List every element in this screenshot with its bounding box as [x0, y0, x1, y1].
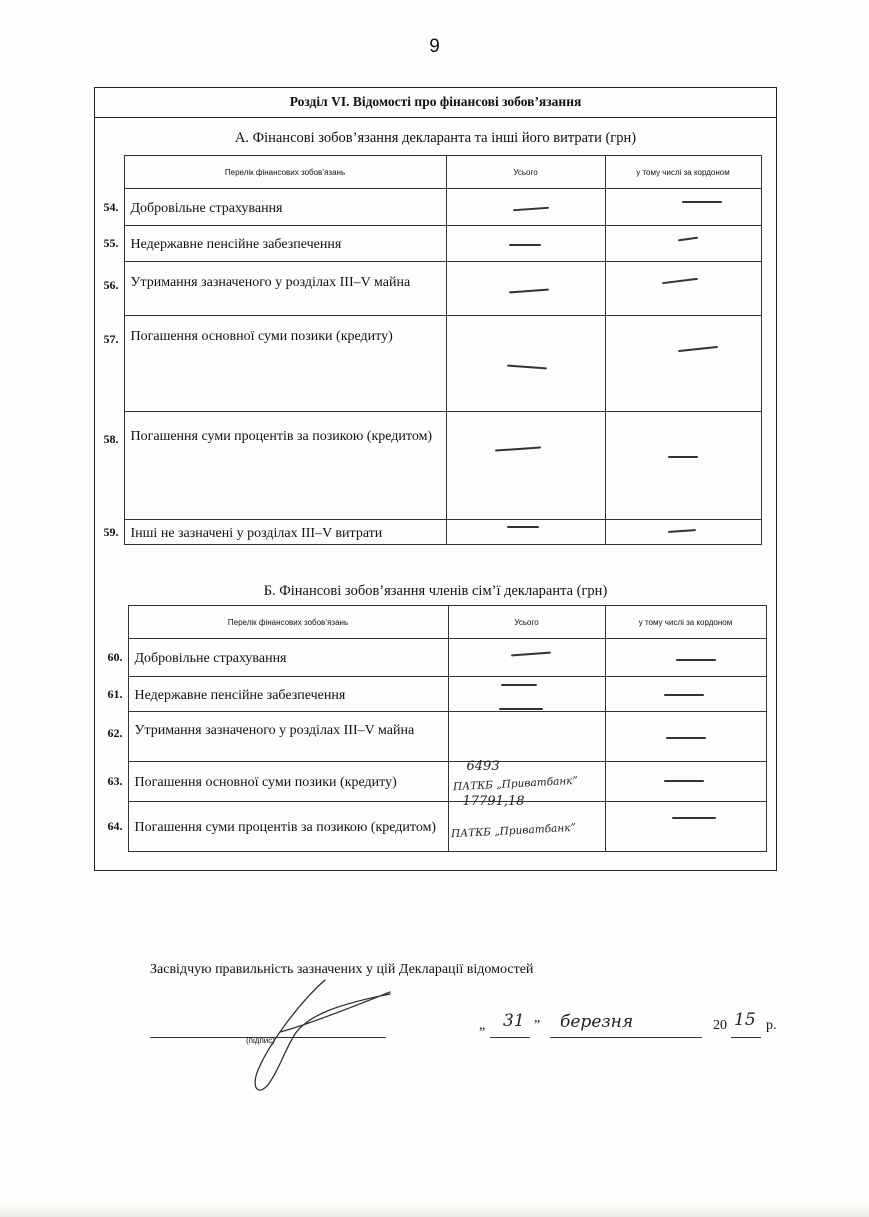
dash-mark: [682, 201, 722, 203]
date-year-suffix: 15: [734, 1010, 756, 1030]
date-day-line: [490, 1037, 530, 1038]
scan-edge: [0, 1205, 869, 1217]
handwritten-bank: ПАТКБ „Приватбанк”: [450, 821, 576, 841]
abroad-cell: [605, 677, 766, 712]
date-year-prefix: 20: [713, 1018, 727, 1033]
date-year-line: [731, 1037, 761, 1038]
dash-mark: [507, 526, 539, 528]
abroad-cell: [605, 412, 761, 520]
part-a-table: [94, 155, 762, 545]
dash-mark: [678, 346, 718, 352]
row-label: Добровільне страхування: [128, 639, 448, 677]
row-number: 59.: [103, 524, 119, 539]
date-month-line: [550, 1037, 702, 1038]
total-cell: [448, 639, 605, 677]
row-label: Погашення суми процентів за позикою (кредитом): [124, 412, 446, 520]
table-row: [94, 677, 766, 712]
total-cell: [446, 226, 605, 262]
dash-mark: [510, 652, 550, 656]
col-header-total: Усього: [446, 156, 605, 189]
table-row: [94, 226, 761, 262]
abroad-cell: [605, 762, 766, 802]
col-header-abroad: у тому числі за кордоном: [605, 606, 766, 639]
dash-mark: [666, 737, 706, 739]
date-day: 31: [503, 1011, 525, 1031]
part-b-table: [94, 605, 767, 852]
col-header-list: Перелік фінансових зобов’язань: [124, 156, 446, 189]
table-row: [94, 712, 766, 762]
dash-mark: [676, 659, 716, 661]
dash-mark: [667, 529, 695, 532]
part-b-title: Б. Фінансові зобов’язання членів сім’ї декларанта (грн): [263, 583, 608, 599]
abroad-cell: [605, 802, 766, 852]
row-label: Недержавне пенсійне забезпечення: [124, 226, 446, 262]
table-row: [94, 802, 766, 852]
total-cell: [446, 520, 605, 545]
dash-mark: [506, 365, 546, 369]
abroad-cell: [605, 520, 761, 545]
abroad-cell: [605, 639, 766, 677]
abroad-cell: [605, 262, 761, 316]
section-title: Розділ VI. Відомості про фінансові зобов’язання: [94, 87, 777, 118]
row-label: Погашення основної суми позики (кредиту): [128, 762, 448, 802]
date-close-quote: ”: [534, 1018, 541, 1033]
table-row: [94, 189, 761, 226]
row-label: Добровільне страхування: [124, 189, 446, 226]
certification-text: Засвідчую правильність зазначених у цій Декларації відомостей: [150, 962, 534, 977]
row-label: Погашення суми процентів за позикою (кредитом): [128, 802, 448, 852]
dash-mark: [501, 684, 537, 686]
row-number: 57.: [103, 331, 119, 346]
row-number: 60.: [107, 650, 123, 664]
dash-mark: [662, 278, 698, 284]
table-row: [94, 762, 766, 802]
table-row: [94, 262, 761, 316]
table-header-row: [94, 156, 761, 189]
dash-mark: [664, 780, 704, 782]
table-header-row: [94, 606, 766, 639]
part-a-title: А. Фінансові зобов’язання декларанта та інші його витрати (грн): [234, 130, 637, 146]
abroad-cell: [605, 189, 761, 226]
date-year-unit: р.: [766, 1018, 777, 1033]
abroad-cell: [605, 712, 766, 762]
date-open-quote: „: [479, 1018, 486, 1033]
handwritten-bank: ПАТКБ „Приватбанк”: [452, 774, 578, 794]
row-number: 55.: [103, 236, 119, 250]
row-number: 54.: [103, 199, 119, 214]
dash-mark: [668, 456, 698, 458]
dash-mark: [677, 237, 697, 241]
total-cell: [448, 794, 605, 852]
row-number: 63.: [107, 774, 123, 788]
row-label: Недержавне пенсійне забезпечення: [128, 677, 448, 712]
table-row: [94, 639, 766, 677]
dash-mark: [509, 244, 541, 246]
row-number: 56.: [103, 277, 119, 292]
abroad-cell: [605, 226, 761, 262]
total-cell: [446, 189, 605, 226]
dash-mark: [499, 708, 543, 710]
signature-label: (підпис): [246, 1036, 275, 1045]
signature-scribble: [240, 972, 400, 1102]
dash-mark: [495, 446, 541, 451]
date-month: березня: [560, 1012, 634, 1032]
total-cell: [446, 262, 605, 316]
dash-mark: [512, 207, 548, 211]
handwritten-amount: 17791,18: [462, 794, 525, 809]
table-row: [94, 520, 761, 545]
page-number: 9: [429, 36, 440, 57]
row-label: Інші не зазначені у розділах III–V витрати: [124, 520, 446, 545]
total-cell: [446, 412, 605, 520]
total-cell: [448, 712, 605, 762]
dash-mark: [664, 694, 704, 696]
row-label: Утримання зазначеного у розділах III–V майна: [124, 262, 446, 316]
table-row: [94, 316, 761, 412]
abroad-cell: [605, 316, 761, 412]
col-header-total: Усього: [448, 606, 605, 639]
col-header-list: Перелік фінансових зобов’язань: [128, 606, 448, 639]
dash-mark: [508, 289, 548, 293]
row-number: 64.: [107, 819, 123, 833]
dash-mark: [672, 817, 716, 819]
table-row: [94, 412, 761, 520]
col-header-abroad: у тому числі за кордоном: [605, 156, 761, 189]
row-number: 62.: [107, 725, 123, 740]
total-cell: [448, 677, 605, 712]
handwritten-amount: 6493: [466, 759, 500, 774]
row-number: 58.: [103, 431, 119, 446]
row-label: Утримання зазначеного у розділах III–V майна: [128, 712, 448, 762]
total-cell: [446, 316, 605, 412]
row-label: Погашення основної суми позики (кредиту): [124, 316, 446, 412]
row-number: 61.: [107, 686, 123, 701]
